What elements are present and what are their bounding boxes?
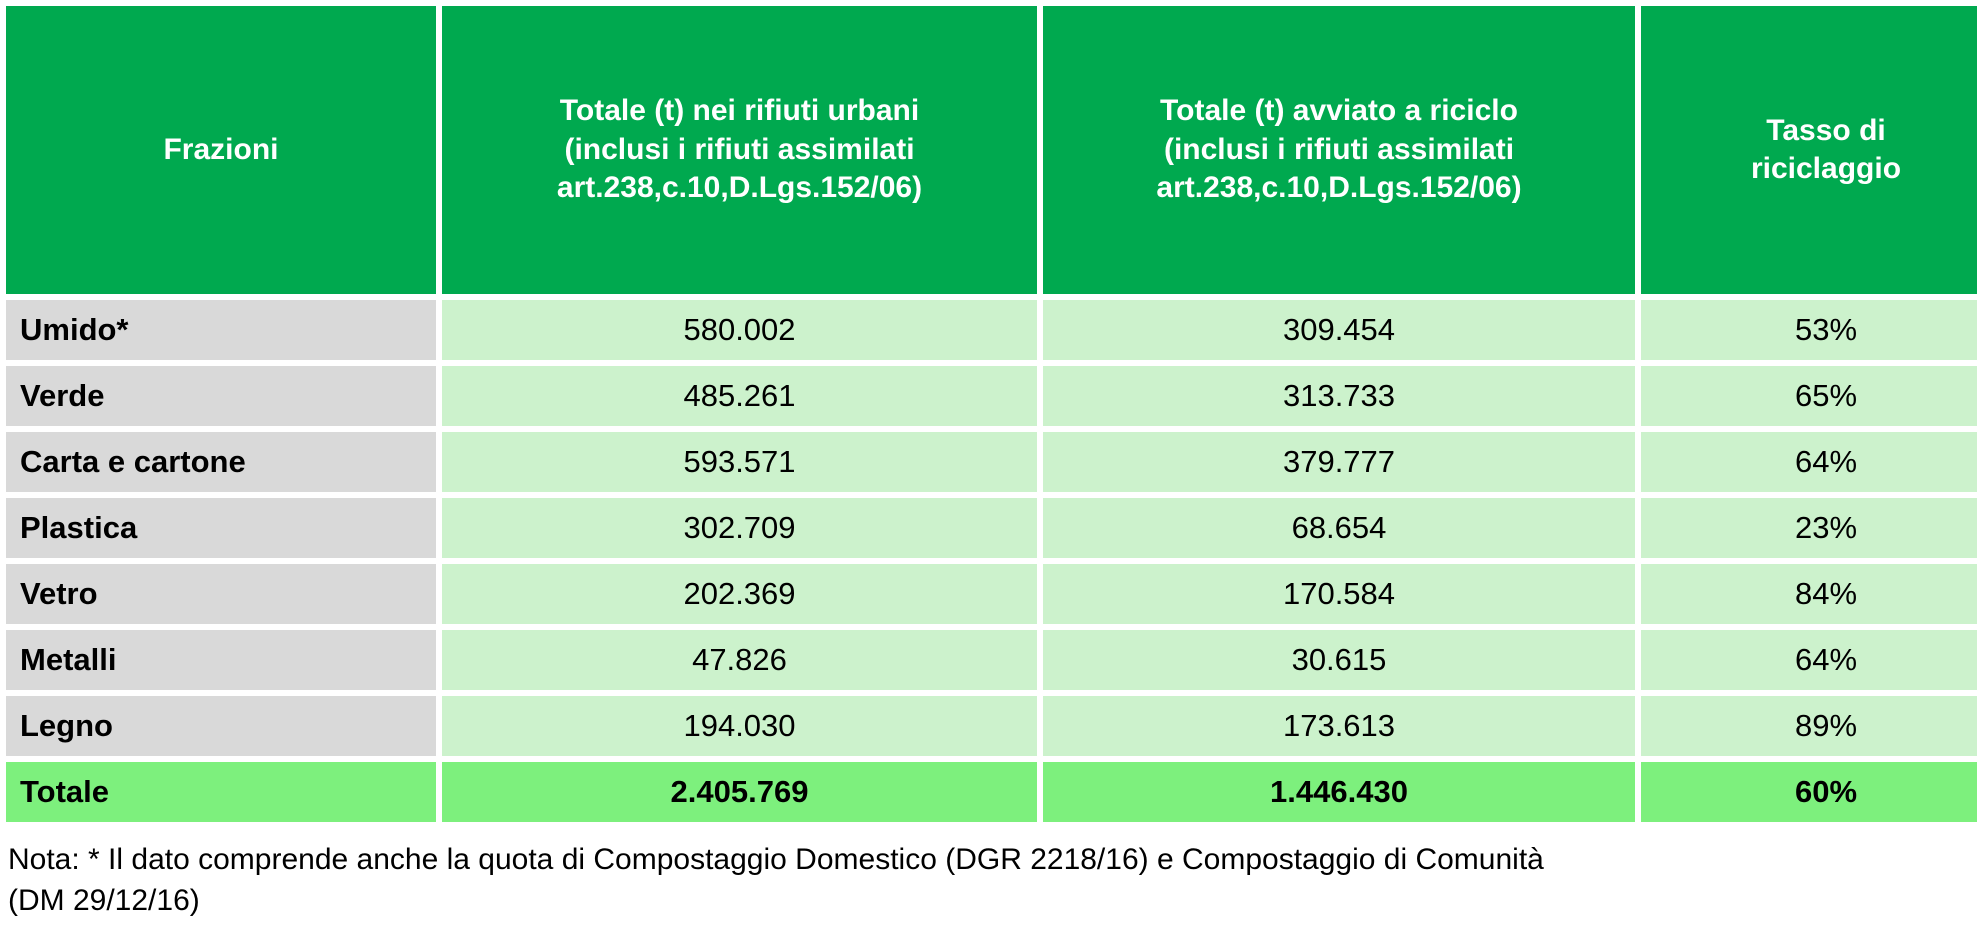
row-label: Metalli bbox=[6, 630, 436, 690]
column-header-avviato-riciclo-line2: (inclusi i rifiuti assimilati bbox=[1163, 132, 1515, 166]
column-header-totale-urbani-line1: Totale (t) nei rifiuti urbani bbox=[559, 94, 920, 128]
column-header-frazioni bbox=[6, 6, 436, 294]
cell-avviato-riciclo: 68.654 bbox=[1043, 498, 1635, 558]
cell-avviato-riciclo: 30.615 bbox=[1043, 630, 1635, 690]
column-header-totale-urbani bbox=[442, 6, 1037, 294]
table-total-row bbox=[6, 762, 1977, 822]
cell-totale-urbani: 194.030 bbox=[442, 696, 1037, 756]
row-label: Carta e cartone bbox=[6, 432, 436, 492]
column-header-tasso-riciclaggio bbox=[1641, 6, 1977, 294]
total-cell-avviato-riciclo: 1.446.430 bbox=[1043, 762, 1635, 822]
column-header-tasso-line1: Tasso di bbox=[1766, 113, 1886, 147]
cell-totale-urbani: 302.709 bbox=[442, 498, 1037, 558]
cell-tasso: 53% bbox=[1641, 300, 1977, 360]
total-cell-totale-urbani: 2.405.769 bbox=[442, 762, 1037, 822]
column-header-avviato-riciclo-line1: Totale (t) avviato a riciclo bbox=[1160, 94, 1518, 128]
column-header-frazioni-line1: Frazioni bbox=[163, 132, 279, 166]
table-body bbox=[6, 300, 1977, 822]
cell-tasso: 84% bbox=[1641, 564, 1977, 624]
table-row bbox=[6, 498, 1977, 558]
cell-totale-urbani: 485.261 bbox=[442, 366, 1037, 426]
column-header-avviato-riciclo-line3: art.238,c.10,D.Lgs.152/06) bbox=[1156, 171, 1522, 205]
total-row-label: Totale bbox=[6, 762, 436, 822]
cell-totale-urbani: 593.571 bbox=[442, 432, 1037, 492]
row-label: Vetro bbox=[6, 564, 436, 624]
table-note-line2: (DM 29/12/16) bbox=[8, 883, 200, 917]
column-header-totale-urbani-line3: art.238,c.10,D.Lgs.152/06) bbox=[556, 171, 923, 205]
row-label: Legno bbox=[6, 696, 436, 756]
cell-avviato-riciclo: 173.613 bbox=[1043, 696, 1635, 756]
row-label: Verde bbox=[6, 366, 436, 426]
column-header-tasso-line2: riciclaggio bbox=[1750, 152, 1902, 185]
cell-avviato-riciclo: 170.584 bbox=[1043, 564, 1635, 624]
table-header-row bbox=[6, 6, 1977, 294]
cell-totale-urbani: 580.002 bbox=[442, 300, 1037, 360]
cell-tasso: 23% bbox=[1641, 498, 1977, 558]
cell-totale-urbani: 47.826 bbox=[442, 630, 1037, 690]
cell-tasso: 64% bbox=[1641, 432, 1977, 492]
table-note bbox=[8, 840, 1938, 921]
cell-avviato-riciclo: 379.777 bbox=[1043, 432, 1635, 492]
total-cell-tasso: 60% bbox=[1641, 762, 1977, 822]
table-header bbox=[6, 6, 1977, 294]
row-label: Plastica bbox=[6, 498, 436, 558]
table-row bbox=[6, 300, 1977, 360]
column-header-totale-urbani-line2: (inclusi i rifiuti assimilati bbox=[564, 132, 915, 166]
cell-avviato-riciclo: 309.454 bbox=[1043, 300, 1635, 360]
cell-avviato-riciclo: 313.733 bbox=[1043, 366, 1635, 426]
table-row bbox=[6, 696, 1977, 756]
table-row bbox=[6, 630, 1977, 690]
row-label: Umido* bbox=[6, 300, 436, 360]
table-note-line1: Nota: * Il dato comprende anche la quota di Compostaggio Domestico (DGR 2218/16) e Compostaggio di Comunità bbox=[8, 843, 1544, 876]
cell-totale-urbani: 202.369 bbox=[442, 564, 1037, 624]
cell-tasso: 64% bbox=[1641, 630, 1977, 690]
table-row bbox=[6, 432, 1977, 492]
table-row bbox=[6, 366, 1977, 426]
cell-tasso: 65% bbox=[1641, 366, 1977, 426]
column-header-avviato-riciclo bbox=[1043, 6, 1635, 294]
table-row bbox=[6, 564, 1977, 624]
cell-tasso: 89% bbox=[1641, 696, 1977, 756]
